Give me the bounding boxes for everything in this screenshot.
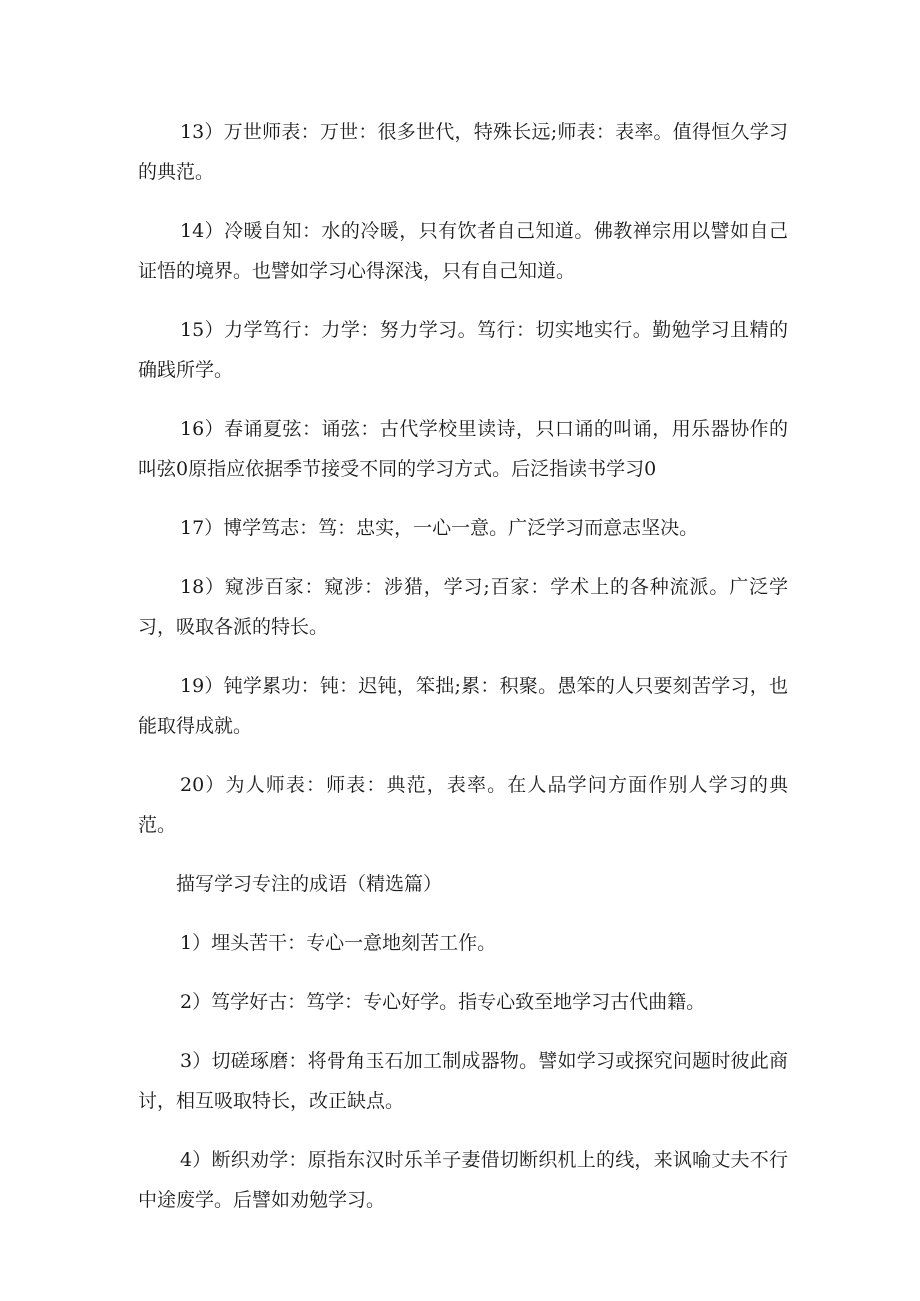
idiom-entry-18: 18）窥涉百家：窥涉：涉猎，学习;百家：学术上的各种流派。广泛学习，吸取各派的特长。	[138, 576, 788, 638]
idiom-entry-13: 13）万世师表：万世：很多世代，特殊长远;师表：表率。值得恒久学习的典范。	[138, 121, 788, 183]
focus-idiom-entry-1: 1）埋头苦干：专心一意地刻苦工作。	[180, 932, 497, 954]
focus-idiom-entry-4: 4）断织劝学：原指东汉时乐羊子妻借切断织机上的线，来讽喻丈夫不行中途废学。后譬如劝勉学习。	[138, 1149, 788, 1211]
idiom-entry-16: 16）春诵夏弦：诵弦：古代学校里读诗，只口诵的叫诵，用乐器协作的叫弦0原指应依据季节接受不同的学习方式。后泛指读书学习0	[138, 418, 788, 480]
idiom-entry-17: 17）博学笃志：笃：忠实，一心一意。广泛学习而意志坚决。	[180, 517, 699, 539]
idiom-entry-14: 14）冷暖自知：水的冷暖，只有饮者自己知道。佛教禅宗用以譬如自己证悟的境界。也譬如学习心得深浅，只有自己知道。	[138, 220, 788, 282]
focus-idiom-entry-2: 2）笃学好古：笃学：专心好学。指专心致至地学习古代曲籍。	[180, 991, 706, 1013]
idiom-entry-20: 20）为人师表：师表：典范，表率。在人品学问方面作别人学习的典范。	[138, 774, 788, 836]
idiom-entry-19: 19）钝学累功：钝：迟钝，笨拙;累：积聚。愚笨的人只要刻苦学习，也能取得成就。	[138, 675, 788, 737]
section-title: 描写学习专注的成语（精选篇）	[176, 873, 443, 895]
focus-idiom-entry-3: 3）切磋琢磨：将骨角玉石加工制成器物。譬如学习或探究问题时彼此商讨，相互吸取特长，改正缺点。	[138, 1050, 788, 1112]
idiom-entry-15: 15）力学笃行：力学：努力学习。笃行：切实地实行。勤勉学习且精的确践所学。	[138, 319, 788, 381]
document-body	[138, 112, 788, 1220]
